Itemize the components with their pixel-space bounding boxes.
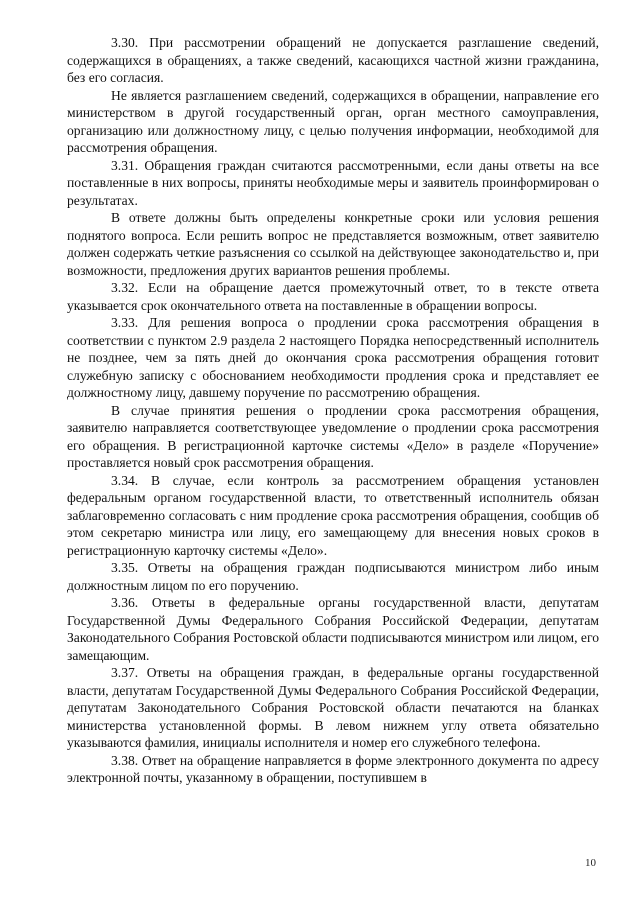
paragraph-disclosure-exception: Не является разглашением сведений, содержащихся в обращении, направление его министерством в другой государственный орган, орган местного самоуправления, организацию или должностному лицу, с целью получения информации, необходимой для рассмотрения обращения.	[67, 87, 599, 155]
paragraph-3-30: 3.30. При рассмотрении обращений не допускается разглашение сведений, содержащихся в обращениях, а также сведений, касающихся частной жизни гражданина, без его согласия.	[67, 35, 599, 85]
paragraph-3-38: 3.38. Ответ на обращение направляется в форме электронного документа по адресу электронной почты, указанному в обращении, поступившем в	[67, 752, 599, 785]
paragraph-extension-notice: В случае принятия решения о продлении срока рассмотрения обращения, заявителю направляется соответствующее уведомление о продлении срока рассмотрения его обращения. В регистрационной карточке системы «Дело» в разделе «Поручение» проставляется новый срок рассмотрения обращения.	[67, 402, 599, 470]
document-body	[67, 34, 599, 787]
paragraph-3-35: 3.35. Ответы на обращения граждан подписываются министром либо иным должностным лицом по его поручению.	[67, 560, 599, 593]
paragraph-3-32: 3.32. Если на обращение дается промежуточный ответ, то в тексте ответа указывается срок окончательного ответа на поставленные в обращении вопросы.	[67, 280, 599, 313]
page-number: 10	[585, 857, 596, 869]
paragraph-3-31: 3.31. Обращения граждан считаются рассмотренными, если даны ответы на все поставленные в них вопросы, приняты необходимые меры и заявитель проинформирован о результатах.	[67, 157, 599, 208]
paragraph-3-37: 3.37. Ответы на обращения граждан, в федеральные органы государственной власти, депутатам Государственной Думы Федерального Собрания Российской Федерации, депутатам Законодательного Собрания Ростовской области печатаются на бланках министерства установленной формы. В левом нижнем углу ответа обязательно указываются фамилия, инициалы исполнителя и номер его служебного телефона.	[67, 665, 599, 750]
paragraph-3-34: 3.34. В случае, если контроль за рассмотрением обращения установлен федеральным органом государственной власти, то ответственный исполнитель обязан заблаговременно согласовать с ним продление срока рассмотрения обращения, сообщив об этом секретарю министра или лицу, его замещающему для внесения новых сроков в регистрационную карточку системы «Дело».	[67, 472, 599, 558]
paragraph-3-33: 3.33. Для решения вопроса о продлении срока рассмотрения обращения в соответствии с пунктом 2.9 раздела 2 настоящего Порядка непосредственный исполнитель не позднее, чем за пять дней до окончания срока рассмотрения обращения готовит служебную записку с обоснованием необходимости продления срока и представляет ее должностному лицу, давшему поручение по рассмотрению обращения.	[67, 315, 599, 400]
paragraph-answer-terms: В ответе должны быть определены конкретные сроки или условия решения поднятого вопроса. Если решить вопрос не представляется возможным, ответ заявителю должен содержать четкие разъяснения со ссылкой на действующее законодательство и, при возможности, предложения других вариантов решения проблемы.	[67, 210, 599, 278]
paragraph-3-36: 3.36. Ответы в федеральные органы государственной власти, депутатам Государственной Думы Федерального Собрания Российской Федерации, депутатам Законодательного Собрания Ростовской области подписываются министром или лицом, его замещающим.	[67, 595, 599, 663]
